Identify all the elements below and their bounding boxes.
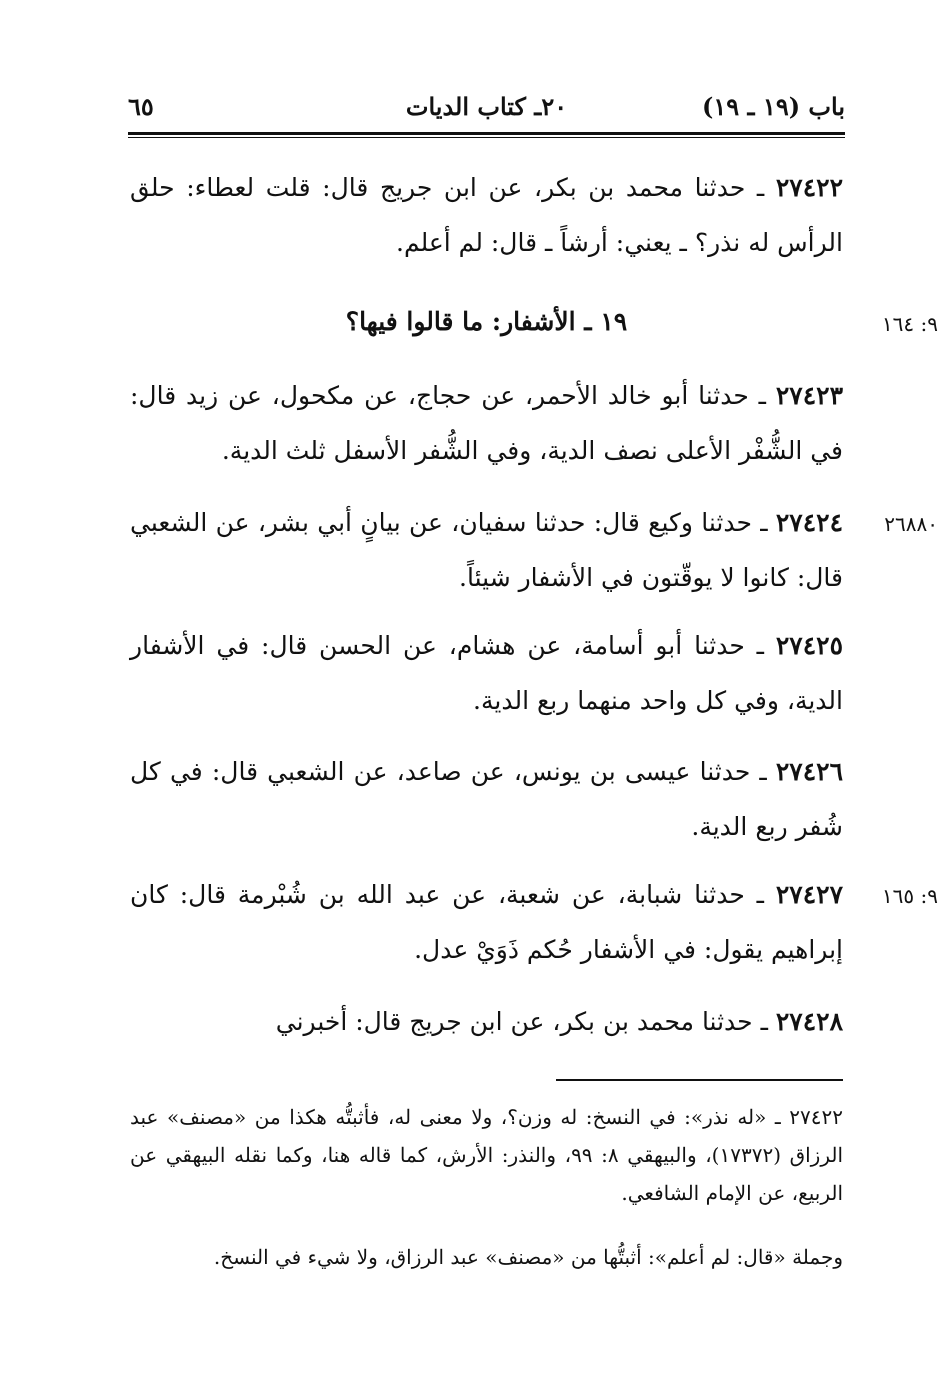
hadith-text: ـ حدثنا وكيع قال: حدثنا سفيان، عن بيانٍ أبي بشر، عن الشعبي قال: كانوا لا يوقّتون في الأشفار شيئاً. (130, 508, 843, 592)
hadith-number: ٢٧٤٢٣ (775, 381, 843, 410)
hadith-text: ـ حدثنا شبابة، عن شعبة، عن عبد الله بن شُبْرمة قال: كان إبراهيم يقول: في الأشفار حُكم ذَوَيْ عدل. (130, 880, 843, 964)
hadith-number: ٢٧٤٢٥ (775, 631, 843, 660)
footnote-1: ٢٧٤٢٢ ـ «له نذر»: في النسخ: له وزن؟، ولا معنى له، فأثبتُّه هكذا من «مصنف» عبد الرزاق (١٧٣٧٢)، والبيهقي ٨: ٩٩، والنذر: الأرش، كما قاله هنا، وكما نقله البيهقي عن الربيع، عن الإمام الشافعي. (130, 1105, 844, 1205)
hadith-text: ـ حدثنا أبو أسامة، عن هشام، عن الحسن قال: في الأشفار الدية، وفي كل واحد منهما ربع الدية. (130, 631, 843, 715)
hadith-27428 (130, 994, 843, 1049)
hadith-27422 (130, 160, 843, 270)
hadith-27425 (130, 618, 843, 728)
hadith-27423 (130, 368, 843, 478)
hadith-number: ٢٧٤٢٧ (775, 880, 843, 909)
margin-reference: ٩: ١٦٥ (881, 884, 938, 908)
hadith-27424 (130, 495, 843, 605)
footnote-rule (556, 1079, 843, 1081)
book-title: ٢٠ـ كتاب الديات (405, 92, 568, 121)
page-header (128, 92, 845, 128)
margin-reference: ٩: ١٦٤ (881, 312, 938, 336)
hadith-27427 (130, 867, 843, 977)
hadith-number: ٢٧٤٢٦ (775, 757, 843, 786)
footnote-2: وجملة «قال: لم أعلم»: أثبتُّها من «مصنف» عبد الرزاق، ولا شيء في النسخ. (213, 1245, 843, 1269)
header-rule-thin (128, 137, 845, 138)
header-rule (128, 132, 845, 135)
page-number: ٦٥ (128, 92, 154, 121)
hadith-number: ٢٧٤٢٤ (775, 508, 843, 537)
hadith-text: ـ حدثنا محمد بن بكر، عن ابن جريج قال: قلت لعطاء: حلق الرأس له نذر؟ ـ يعني: أرشاً ـ قال: لم أعلم. (130, 173, 843, 257)
chapter-title: باب (١٩ ـ ١٩) (702, 92, 845, 121)
hadith-text: ـ حدثنا عيسى بن يونس، عن صاعد، عن الشعبي قال: في كل شُفر ربع الدية. (130, 757, 843, 841)
margin-reference: ٢٦٨٨٠ (884, 512, 938, 536)
hadith-number: ٢٧٤٢٢ (775, 173, 843, 202)
hadith-27426 (130, 744, 843, 854)
section-heading: ١٩ ـ الأشفار: ما قالوا فيها؟ (345, 307, 628, 336)
hadith-number: ٢٧٤٢٨ (775, 1007, 843, 1036)
hadith-text: ـ حدثنا أبو خالد الأحمر، عن حجاج، عن مكحول، عن زيد قال: في الشُّفْر الأعلى نصف الدية، وفي الشُّفر الأسفل ثلث الدية. (130, 381, 843, 465)
hadith-text: ـ حدثنا محمد بن بكر، عن ابن جريج قال: أخبرني (275, 1007, 776, 1036)
